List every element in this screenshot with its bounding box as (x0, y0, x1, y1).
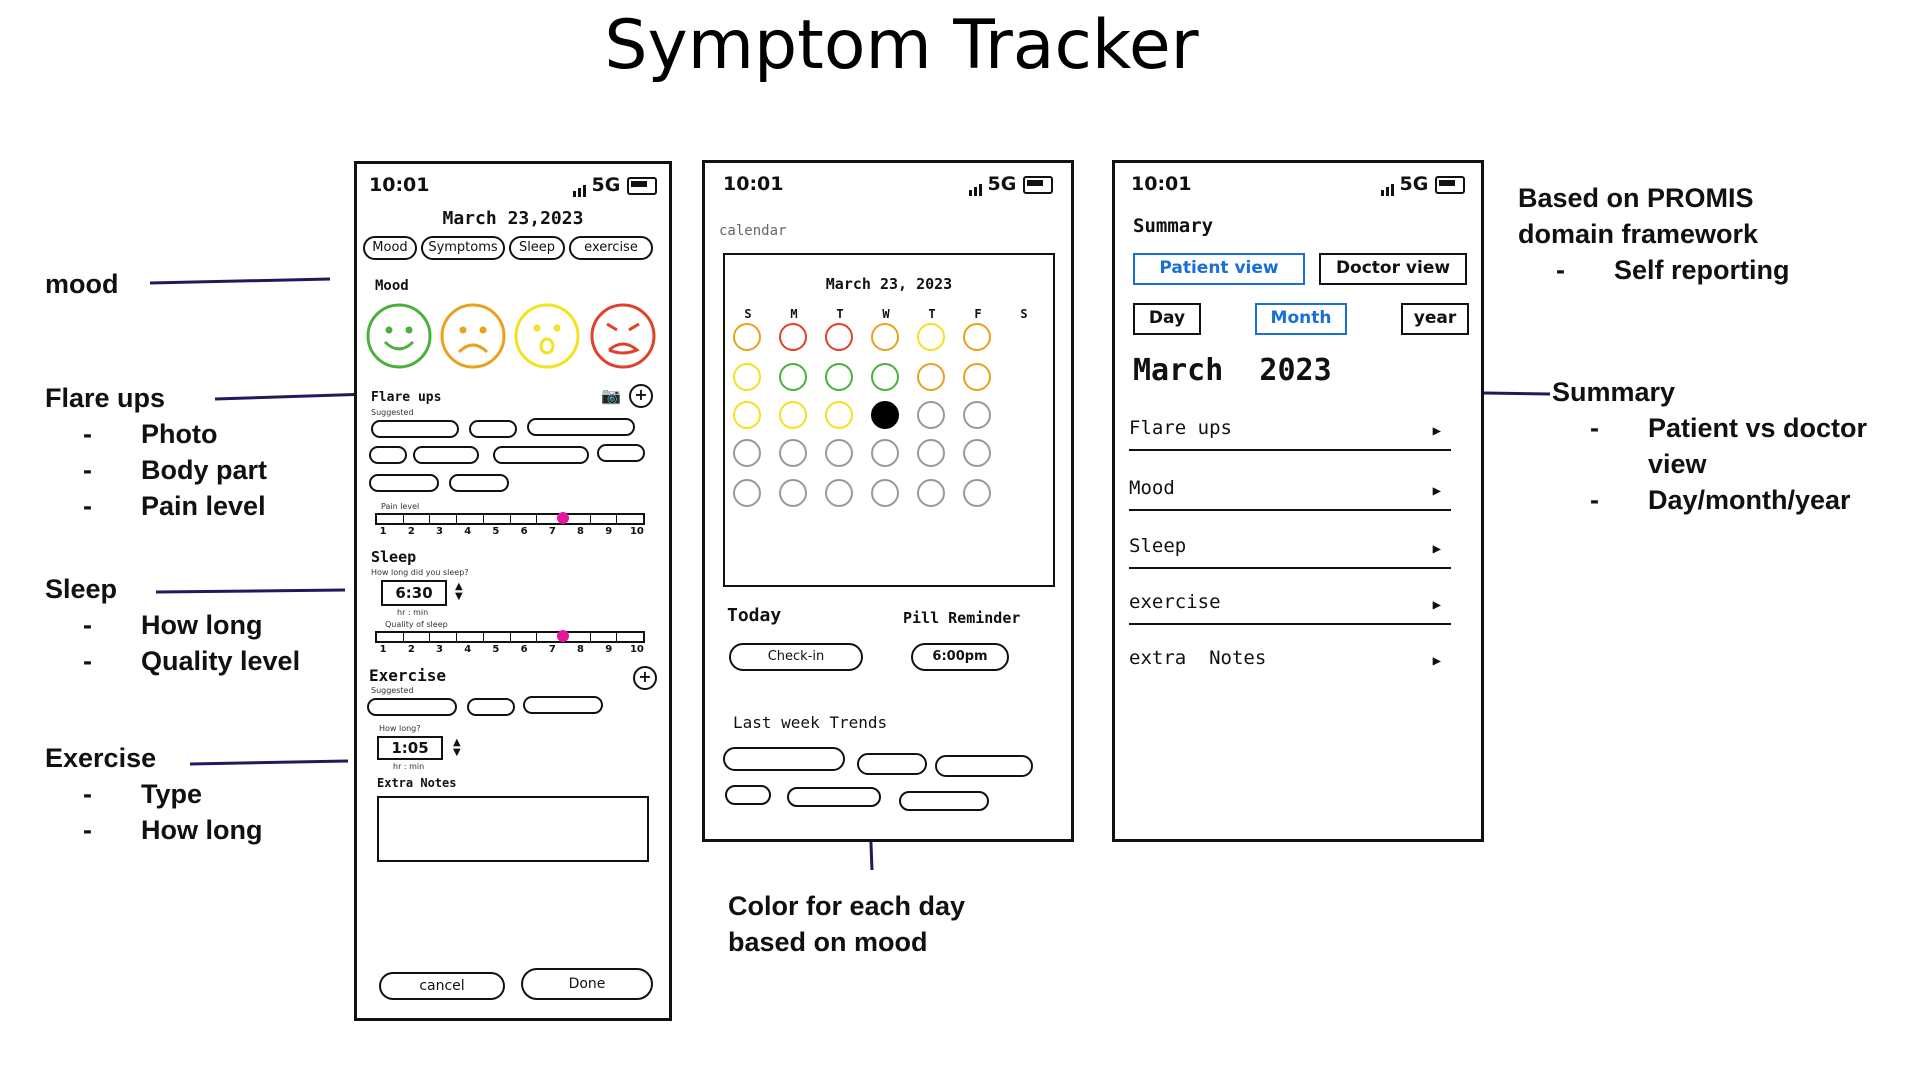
annotation-summary: Summary - Patient vs doctor view - Day/month/year (1552, 374, 1892, 518)
flare-heading: Flare ups (371, 390, 442, 405)
patient-view-button[interactable]: Patient view (1133, 253, 1305, 285)
status-bar (1131, 173, 1465, 196)
annotation-flare-label: Flare ups (45, 383, 166, 413)
exercise-stepper-icon[interactable]: ▲ ▼ (453, 737, 461, 758)
weekday-label: F (974, 307, 982, 321)
status-time: 10:01 (723, 173, 784, 195)
add-flare-icon[interactable]: + (629, 384, 653, 408)
calendar-day[interactable] (963, 439, 991, 467)
suggestion-chip[interactable] (369, 474, 439, 492)
tab-mood[interactable]: Mood (363, 236, 417, 260)
calendar-day[interactable] (871, 439, 899, 467)
battery-icon (627, 177, 657, 195)
sad-face-icon (442, 305, 504, 367)
angry-face-icon (592, 305, 654, 367)
trend-item[interactable] (935, 755, 1033, 777)
pill-time-button[interactable]: 6:00pm (911, 643, 1009, 671)
notes-heading: Extra Notes (377, 776, 457, 790)
network-label: 5G (987, 173, 1017, 195)
phone-calendar (702, 160, 1074, 842)
annotation-item: Photo (141, 419, 218, 449)
exercise-heading: Exercise (369, 666, 447, 685)
status-bar (369, 174, 657, 197)
year-button[interactable]: year (1401, 303, 1469, 335)
annotation-sleep-label: Sleep (45, 574, 118, 604)
annotation-item: Pain level (141, 491, 266, 521)
suggestion-chip[interactable] (371, 420, 459, 438)
happy-face-icon (368, 305, 430, 367)
suggestion-chip[interactable] (369, 446, 407, 464)
flare-suggested: Suggested (371, 408, 414, 417)
calendar-day[interactable] (871, 401, 899, 429)
summary-row-label: exercise (1129, 591, 1221, 613)
weekday-label: M (790, 307, 798, 321)
trend-item[interactable] (723, 747, 845, 771)
summary-row-notes[interactable] (1129, 647, 1451, 679)
sleep-heading: Sleep (371, 548, 417, 566)
battery-icon (1435, 176, 1465, 194)
annotation-exercise-label: Exercise (45, 743, 157, 773)
calendar-day[interactable] (779, 401, 807, 429)
calendar-box (723, 253, 1055, 587)
annotation-promis-line1: Based on PROMIS (1518, 183, 1754, 213)
signal-icon (573, 175, 588, 197)
summary-row-mood[interactable] (1129, 477, 1451, 511)
arrow-right-icon: ▶ (1432, 483, 1441, 499)
pain-label: Pain level (381, 502, 420, 511)
calendar-day[interactable] (825, 363, 853, 391)
tab-exercise[interactable]: exercise (569, 236, 653, 260)
annotation-promis: Based on PROMIS domain framework - Self reporting (1518, 183, 1790, 285)
calendar-day[interactable] (825, 439, 853, 467)
annotation-item: Body part (141, 455, 268, 485)
annotation-summary-label: Summary (1552, 377, 1676, 407)
entry-date: March 23,2023 (442, 208, 584, 229)
annotation-item: Type (141, 779, 203, 809)
calendar-day[interactable] (963, 323, 991, 351)
annotation-item: Quality level (141, 646, 301, 676)
summary-row-sleep[interactable] (1129, 535, 1451, 569)
calendar-day[interactable] (779, 479, 807, 507)
weekday-label: T (928, 307, 936, 321)
status-time: 10:01 (1131, 173, 1192, 195)
arrow-right-icon: ▶ (1432, 423, 1441, 439)
notes-textarea[interactable] (377, 796, 649, 862)
add-exercise-icon[interactable]: + (633, 666, 657, 690)
status-time: 10:01 (369, 174, 430, 196)
calendar-day[interactable] (871, 479, 899, 507)
quality-scale[interactable] (375, 631, 645, 643)
page-title: Symptom Tracker (604, 6, 1199, 85)
suggestion-chip[interactable] (449, 474, 509, 492)
calendar-day[interactable] (917, 323, 945, 351)
weekday-label: W (882, 307, 890, 321)
signal-icon (1381, 174, 1396, 196)
annotation-color-note: Color for each day based on mood (728, 891, 966, 957)
month-button[interactable]: Month (1255, 303, 1347, 335)
sleep-stepper-icon[interactable]: ▲ ▼ (455, 581, 463, 602)
network-label: 5G (591, 174, 621, 196)
calendar-day[interactable] (917, 363, 945, 391)
quality-level-marker[interactable] (557, 630, 569, 642)
surprised-face-icon (516, 305, 578, 367)
signal-icon (969, 174, 984, 196)
summary-row-label: Mood (1129, 477, 1175, 499)
calendar-day[interactable] (871, 363, 899, 391)
tab-symptoms[interactable]: Symptoms (421, 236, 505, 260)
how-long-label: How long? (379, 724, 421, 733)
summary-row-flare-ups[interactable] (1129, 417, 1451, 451)
suggestion-chip[interactable] (523, 696, 603, 714)
calendar-day[interactable] (733, 439, 761, 467)
suggestion-chip[interactable] (469, 420, 517, 438)
arrow-right-icon: ▶ (1432, 597, 1441, 613)
trend-item[interactable] (899, 791, 989, 811)
day-button[interactable]: Day (1133, 303, 1201, 335)
sleep-unit: hr : min (397, 608, 429, 617)
camera-icon[interactable]: 📷 (601, 386, 621, 405)
calendar-day[interactable] (825, 401, 853, 429)
today-heading: Today (727, 605, 782, 626)
pain-scale[interactable] (375, 513, 645, 525)
annotation-item: Day/month/year (1648, 485, 1851, 515)
mood-heading: Mood (375, 278, 409, 294)
calendar-day[interactable] (917, 479, 945, 507)
network-label: 5G (1399, 173, 1429, 195)
phone-daily-entry (354, 161, 672, 1021)
sleep-question: How long did you sleep? (371, 568, 469, 577)
phone-summary (1112, 160, 1484, 842)
summary-row-label: extra Notes (1129, 647, 1267, 669)
cancel-button[interactable]: cancel (379, 972, 505, 1000)
calendar-day[interactable] (779, 363, 807, 391)
sleep-time-field[interactable]: 6:30 (381, 580, 447, 606)
trend-item[interactable] (787, 787, 881, 807)
summary-row-label: Flare ups (1129, 417, 1232, 439)
calendar-month: March 23, 2023 (825, 275, 953, 293)
summary-row-label: Sleep (1129, 535, 1187, 557)
annotation-item: How long (141, 610, 263, 640)
calendar-day[interactable] (733, 401, 761, 429)
suggestion-chip[interactable] (527, 418, 635, 436)
arrow-right-icon: ▶ (1432, 541, 1441, 557)
trend-item[interactable] (857, 753, 927, 775)
pain-scale-numbers: 1 2 3 4 5 6 7 8 9 10 (379, 526, 644, 537)
trends-heading: Last week Trends (733, 713, 888, 732)
weekday-label: S (1020, 307, 1028, 321)
tab-sleep[interactable]: Sleep (509, 236, 565, 260)
calendar-day[interactable] (733, 363, 761, 391)
suggestion-chip[interactable] (367, 698, 457, 716)
arrow-right-icon: ▶ (1432, 653, 1441, 669)
calendar-day[interactable] (825, 479, 853, 507)
annotation-mood: mood (45, 269, 119, 299)
quality-label: Quality of sleep (385, 620, 448, 629)
annotation-flare-ups: Flare ups - Photo - Body part - Pain level (45, 383, 268, 521)
suggestion-chip[interactable] (597, 444, 645, 462)
summary-period: March 2023 (1133, 353, 1332, 388)
annotation-exercise: Exercise - Type - How long (45, 743, 263, 845)
calendar-day[interactable] (963, 479, 991, 507)
calendar-day[interactable] (825, 323, 853, 351)
mood-faces (365, 302, 665, 372)
summary-heading: Summary (1133, 215, 1214, 237)
trend-item[interactable] (725, 785, 771, 805)
check-in-button[interactable]: Check-in (729, 643, 863, 671)
exercise-unit: hr : min (393, 762, 425, 771)
annotation-item: Patient vs doctor view (1648, 413, 1868, 479)
done-button[interactable]: Done (521, 968, 653, 1000)
exercise-time-field[interactable]: 1:05 (377, 736, 443, 760)
annotation-item: How long (141, 815, 263, 845)
calendar-day[interactable] (963, 363, 991, 391)
calendar-day[interactable] (963, 401, 991, 429)
calendar-day[interactable] (917, 439, 945, 467)
pill-reminder-heading: Pill Reminder (903, 609, 1021, 627)
pain-level-marker[interactable] (557, 512, 569, 524)
annotation-item: Self reporting (1614, 255, 1790, 285)
calendar-heading: calendar (719, 223, 787, 239)
suggestion-chip[interactable] (493, 446, 589, 464)
annotation-promis-line2: domain framework (1518, 219, 1759, 249)
calendar-day[interactable] (779, 323, 807, 351)
battery-icon (1023, 176, 1053, 194)
doctor-view-button[interactable]: Doctor view (1319, 253, 1467, 285)
suggestion-chip[interactable] (467, 698, 515, 716)
exercise-suggested: Suggested (371, 686, 414, 695)
summary-row-exercise[interactable] (1129, 591, 1451, 625)
calendar-day[interactable] (871, 323, 899, 351)
weekday-label: S (744, 307, 752, 321)
calendar-day[interactable] (779, 439, 807, 467)
calendar-day[interactable] (733, 479, 761, 507)
status-bar (723, 173, 1053, 196)
annotation-sleep: Sleep - How long - Quality level (45, 574, 301, 676)
calendar-day[interactable] (733, 323, 761, 351)
quality-scale-numbers: 1 2 3 4 5 6 7 8 9 10 (379, 644, 644, 655)
suggestion-chip[interactable] (413, 446, 479, 464)
weekday-label: T (836, 307, 844, 321)
calendar-day[interactable] (917, 401, 945, 429)
